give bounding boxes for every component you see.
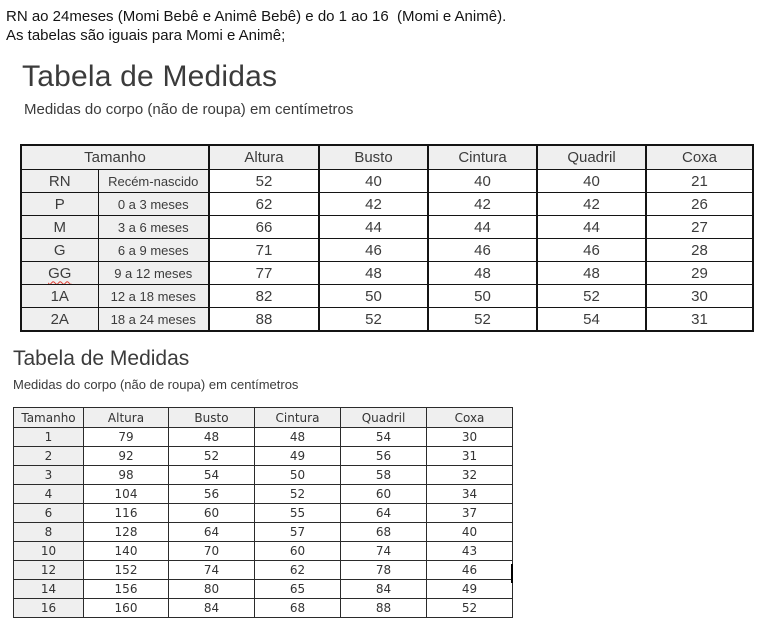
value-cell: 62 bbox=[255, 561, 341, 580]
size-code-cell: 1 bbox=[14, 428, 84, 447]
size-code-cell: 2A bbox=[21, 308, 98, 332]
size-code-cell: 10 bbox=[14, 542, 84, 561]
size-code-cell: 6 bbox=[14, 504, 84, 523]
value-cell: 84 bbox=[169, 599, 255, 618]
value-cell: 31 bbox=[646, 308, 753, 332]
kids-size-table bbox=[13, 407, 513, 618]
size-desc-cell: 0 a 3 meses bbox=[98, 193, 209, 216]
value-cell: 52 bbox=[169, 447, 255, 466]
value-cell: 54 bbox=[169, 466, 255, 485]
value-cell: 49 bbox=[255, 447, 341, 466]
value-cell: 156 bbox=[84, 580, 169, 599]
spellcheck-squiggle-text: GG bbox=[48, 264, 72, 282]
table-row bbox=[21, 262, 753, 285]
value-cell: 29 bbox=[646, 262, 753, 285]
value-cell: 52 bbox=[209, 170, 319, 193]
value-cell: 52 bbox=[427, 599, 513, 618]
value-cell: 55 bbox=[255, 504, 341, 523]
table-header-row bbox=[14, 408, 513, 428]
baby-table-body bbox=[21, 170, 753, 332]
value-cell: 44 bbox=[319, 216, 428, 239]
value-cell: 54 bbox=[341, 428, 427, 447]
column-header-quadril: Quadril bbox=[341, 408, 427, 428]
value-cell: 116 bbox=[84, 504, 169, 523]
value-cell: 50 bbox=[255, 466, 341, 485]
table-row bbox=[14, 561, 513, 580]
size-desc-cell: 9 a 12 meses bbox=[98, 262, 209, 285]
size-code-cell: 8 bbox=[14, 523, 84, 542]
size-desc-cell: Recém-nascido bbox=[98, 170, 209, 193]
value-cell: 40 bbox=[537, 170, 646, 193]
column-header-cintura: Cintura bbox=[255, 408, 341, 428]
value-cell: 52 bbox=[428, 308, 537, 332]
column-header-coxa: Coxa bbox=[427, 408, 513, 428]
value-cell: 57 bbox=[255, 523, 341, 542]
value-cell: 92 bbox=[84, 447, 169, 466]
value-cell: 34 bbox=[427, 485, 513, 504]
column-header-altura: Altura bbox=[84, 408, 169, 428]
size-code-cell: 4 bbox=[14, 485, 84, 504]
size-desc-cell: 18 a 24 meses bbox=[98, 308, 209, 332]
table-row bbox=[14, 504, 513, 523]
value-cell: 58 bbox=[341, 466, 427, 485]
value-cell: 28 bbox=[646, 239, 753, 262]
size-desc-cell: 3 a 6 meses bbox=[98, 216, 209, 239]
table-row bbox=[14, 485, 513, 504]
baby-size-table bbox=[20, 144, 754, 332]
value-cell: 70 bbox=[169, 542, 255, 561]
value-cell: 32 bbox=[427, 466, 513, 485]
size-code-cell: M bbox=[21, 216, 98, 239]
value-cell: 48 bbox=[428, 262, 537, 285]
size-code-cell bbox=[21, 262, 98, 285]
value-cell: 52 bbox=[537, 285, 646, 308]
table-row bbox=[21, 285, 753, 308]
intro-line-2: As tabelas são iguais para Momi e Animê; bbox=[6, 27, 286, 44]
value-cell: 50 bbox=[319, 285, 428, 308]
value-cell: 48 bbox=[319, 262, 428, 285]
table-row bbox=[14, 523, 513, 542]
value-cell: 40 bbox=[319, 170, 428, 193]
table-row bbox=[14, 599, 513, 618]
column-header-busto: Busto bbox=[319, 145, 428, 170]
value-cell: 104 bbox=[84, 485, 169, 504]
kids-table-subtitle: Medidas do corpo (não de roupa) em centímetros bbox=[13, 377, 299, 392]
value-cell: 52 bbox=[255, 485, 341, 504]
value-cell: 49 bbox=[427, 580, 513, 599]
value-cell: 64 bbox=[341, 504, 427, 523]
value-cell: 31 bbox=[427, 447, 513, 466]
value-cell: 56 bbox=[341, 447, 427, 466]
table-row bbox=[14, 447, 513, 466]
size-code-cell: G bbox=[21, 239, 98, 262]
column-header-cintura: Cintura bbox=[428, 145, 537, 170]
text-cursor bbox=[511, 564, 513, 583]
size-code-cell: 2 bbox=[14, 447, 84, 466]
size-code-cell: 3 bbox=[14, 466, 84, 485]
value-cell: 42 bbox=[319, 193, 428, 216]
value-cell: 74 bbox=[169, 561, 255, 580]
size-code-cell: 14 bbox=[14, 580, 84, 599]
size-code-cell: 16 bbox=[14, 599, 84, 618]
baby-table-title: Tabela de Medidas bbox=[22, 60, 278, 93]
size-code-cell: P bbox=[21, 193, 98, 216]
table-row bbox=[21, 239, 753, 262]
table-row bbox=[21, 193, 753, 216]
value-cell: 77 bbox=[209, 262, 319, 285]
size-desc-cell: 12 a 18 meses bbox=[98, 285, 209, 308]
table-row bbox=[14, 542, 513, 561]
value-cell: 43 bbox=[427, 542, 513, 561]
value-cell: 26 bbox=[646, 193, 753, 216]
value-cell: 66 bbox=[209, 216, 319, 239]
table-row bbox=[14, 580, 513, 599]
table-row bbox=[14, 428, 513, 447]
value-cell: 48 bbox=[537, 262, 646, 285]
value-cell: 50 bbox=[428, 285, 537, 308]
value-cell: 84 bbox=[341, 580, 427, 599]
intro-line-1: RN ao 24meses (Momi Bebê e Animê Bebê) e do 1 ao 16 (Momi e Animê). bbox=[6, 8, 507, 25]
value-cell: 79 bbox=[84, 428, 169, 447]
column-header-busto: Busto bbox=[169, 408, 255, 428]
size-code-cell: 12 bbox=[14, 561, 84, 580]
value-cell: 160 bbox=[84, 599, 169, 618]
value-cell: 44 bbox=[537, 216, 646, 239]
value-cell: 152 bbox=[84, 561, 169, 580]
value-cell: 78 bbox=[341, 561, 427, 580]
value-cell: 64 bbox=[169, 523, 255, 542]
value-cell: 60 bbox=[169, 504, 255, 523]
column-header-tamanho: Tamanho bbox=[14, 408, 84, 428]
kids-table-title: Tabela de Medidas bbox=[13, 347, 190, 370]
value-cell: 40 bbox=[428, 170, 537, 193]
value-cell: 60 bbox=[341, 485, 427, 504]
table-row bbox=[21, 170, 753, 193]
value-cell: 48 bbox=[255, 428, 341, 447]
value-cell: 128 bbox=[84, 523, 169, 542]
column-header-coxa: Coxa bbox=[646, 145, 753, 170]
table-row bbox=[14, 466, 513, 485]
column-header-altura: Altura bbox=[209, 145, 319, 170]
value-cell: 42 bbox=[537, 193, 646, 216]
value-cell: 56 bbox=[169, 485, 255, 504]
size-desc-cell: 6 a 9 meses bbox=[98, 239, 209, 262]
value-cell: 46 bbox=[537, 239, 646, 262]
size-code-cell: RN bbox=[21, 170, 98, 193]
value-cell: 48 bbox=[169, 428, 255, 447]
value-cell: 46 bbox=[427, 561, 513, 580]
value-cell: 98 bbox=[84, 466, 169, 485]
baby-table-subtitle: Medidas do corpo (não de roupa) em centímetros bbox=[24, 101, 354, 118]
value-cell: 88 bbox=[209, 308, 319, 332]
table-row bbox=[21, 216, 753, 239]
size-code-cell: 1A bbox=[21, 285, 98, 308]
value-cell: 80 bbox=[169, 580, 255, 599]
table-header-row bbox=[21, 145, 753, 170]
value-cell: 46 bbox=[428, 239, 537, 262]
value-cell: 88 bbox=[341, 599, 427, 618]
value-cell: 46 bbox=[319, 239, 428, 262]
value-cell: 42 bbox=[428, 193, 537, 216]
value-cell: 27 bbox=[646, 216, 753, 239]
value-cell: 60 bbox=[255, 542, 341, 561]
value-cell: 71 bbox=[209, 239, 319, 262]
table-row bbox=[21, 308, 753, 332]
value-cell: 68 bbox=[255, 599, 341, 618]
value-cell: 62 bbox=[209, 193, 319, 216]
column-header-tamanho: Tamanho bbox=[21, 145, 209, 170]
value-cell: 140 bbox=[84, 542, 169, 561]
value-cell: 54 bbox=[537, 308, 646, 332]
value-cell: 44 bbox=[428, 216, 537, 239]
column-header-quadril: Quadril bbox=[537, 145, 646, 170]
value-cell: 68 bbox=[341, 523, 427, 542]
value-cell: 82 bbox=[209, 285, 319, 308]
value-cell: 37 bbox=[427, 504, 513, 523]
value-cell: 40 bbox=[427, 523, 513, 542]
value-cell: 74 bbox=[341, 542, 427, 561]
value-cell: 52 bbox=[319, 308, 428, 332]
value-cell: 30 bbox=[646, 285, 753, 308]
kids-table-body bbox=[14, 428, 513, 618]
value-cell: 65 bbox=[255, 580, 341, 599]
value-cell: 21 bbox=[646, 170, 753, 193]
value-cell: 30 bbox=[427, 428, 513, 447]
